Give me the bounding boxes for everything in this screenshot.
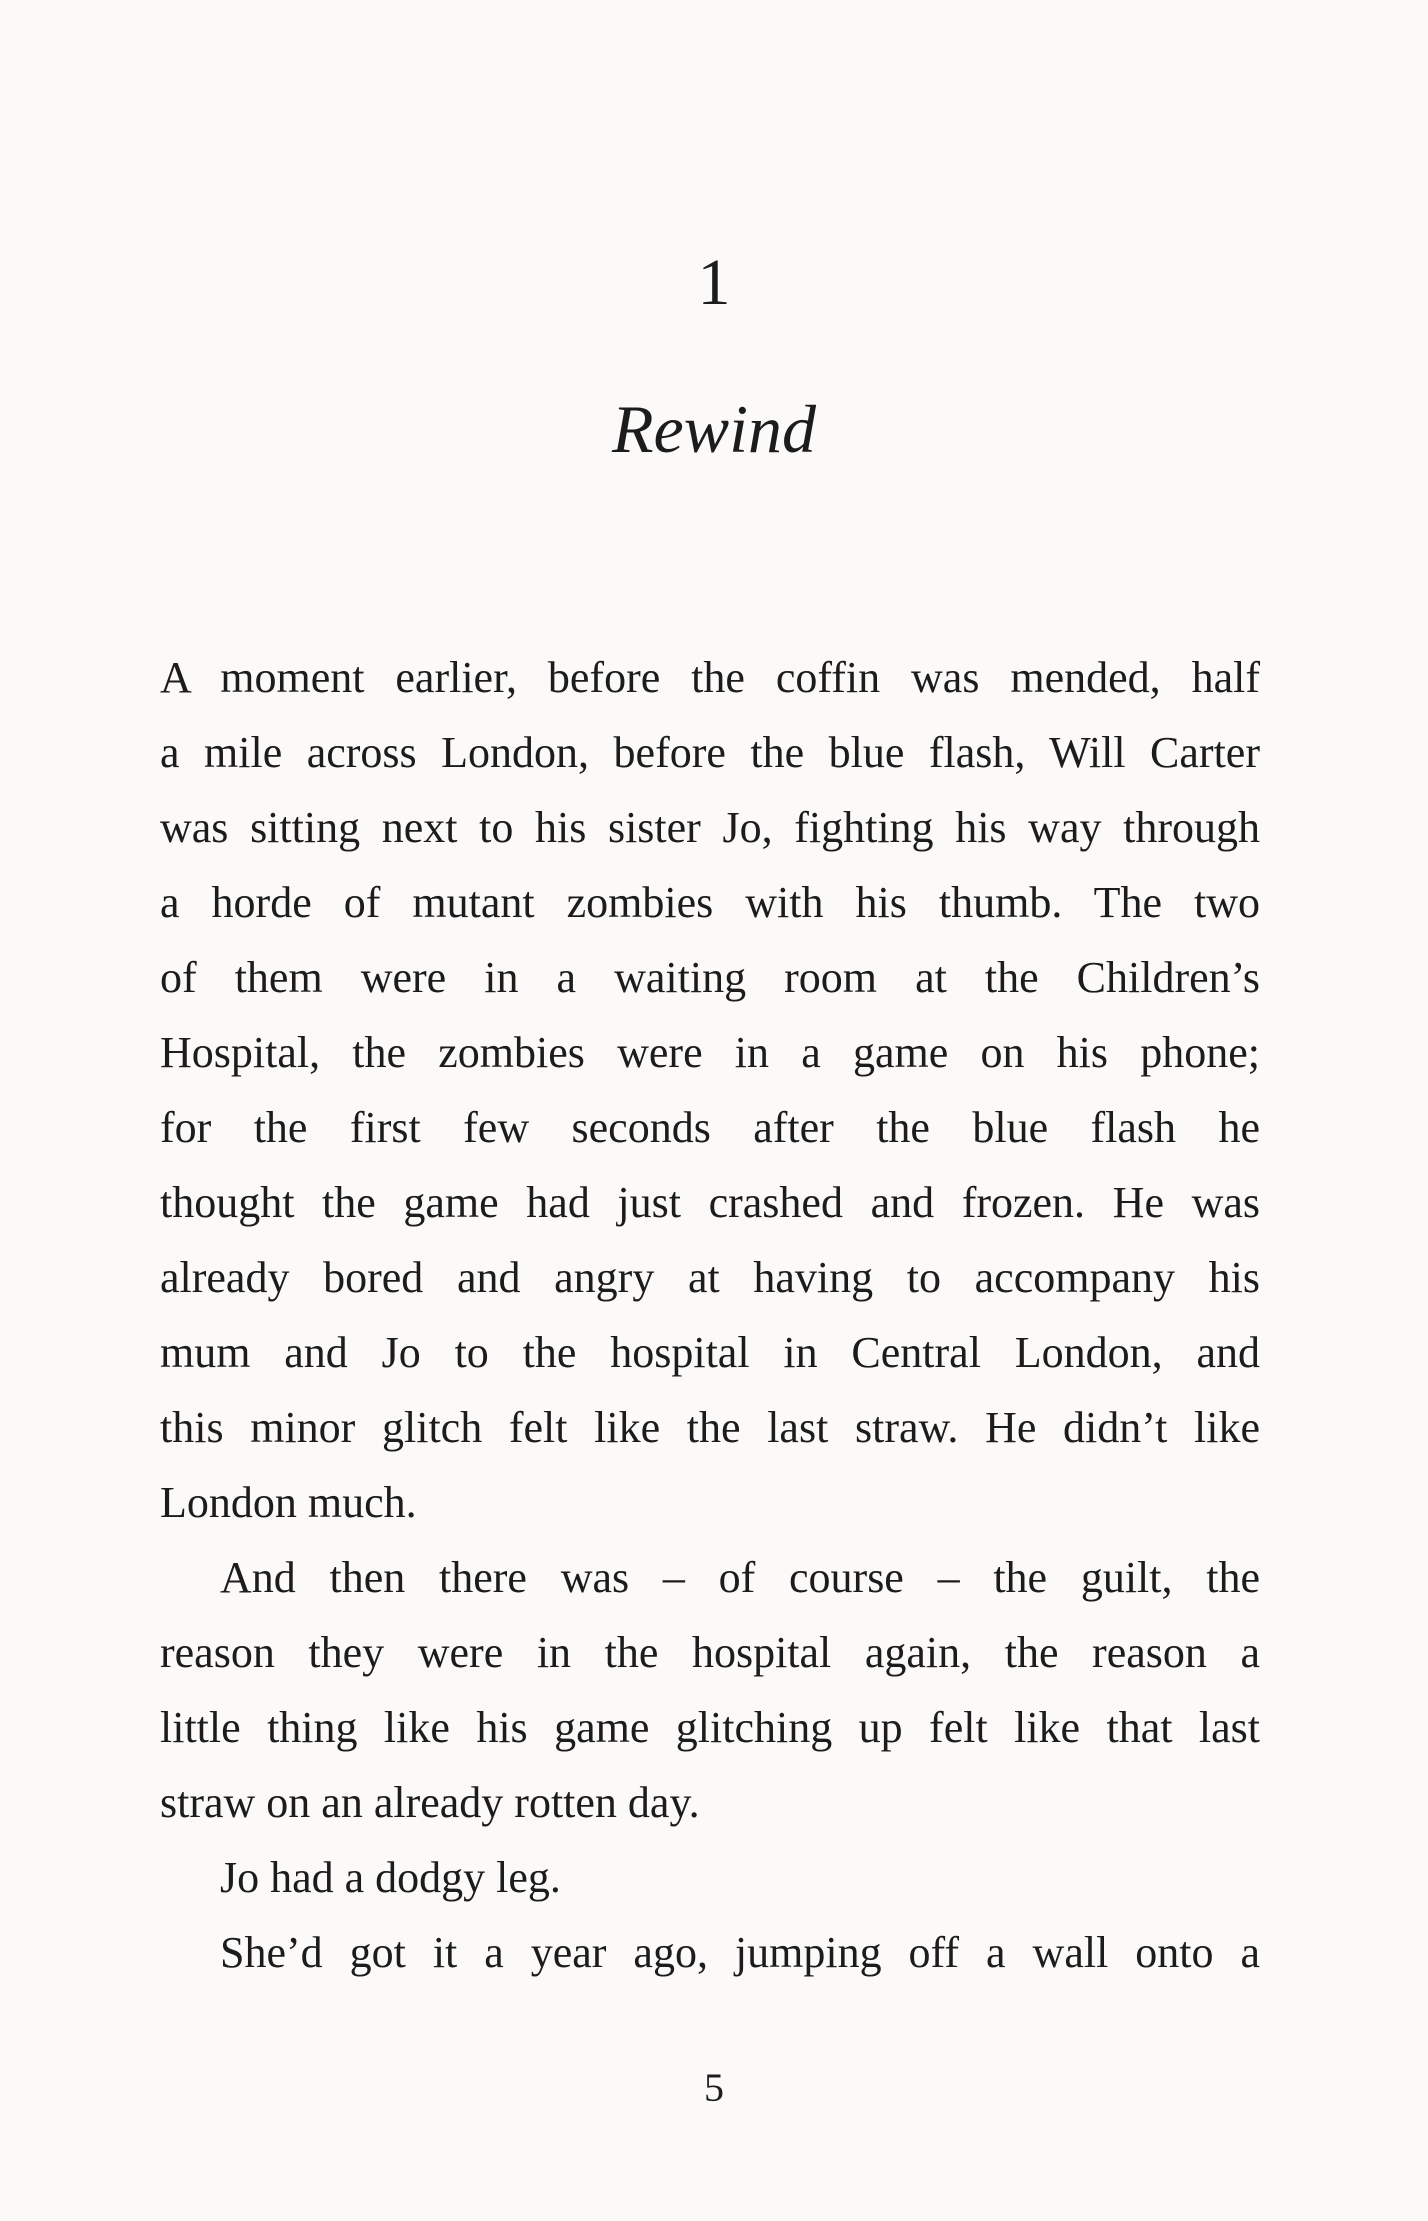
text-line: this minor glitch felt like the last straw. He didn’t like	[160, 1403, 1260, 1452]
text-line: was sitting next to his sister Jo, fighting his way through	[160, 803, 1260, 852]
text-line: And then there was – of course – the guilt, the	[220, 1553, 1260, 1602]
text-line: Hospital, the zombies were in a game on his phone;	[160, 1028, 1260, 1077]
text-line: a horde of mutant zombies with his thumb. The two	[160, 878, 1260, 927]
text-line: for the first few seconds after the blue flash he	[160, 1103, 1260, 1152]
chapter-number: 1	[697, 246, 731, 319]
page-number: 5	[704, 2065, 724, 2110]
text-line: already bored and angry at having to accompany his	[160, 1253, 1260, 1302]
text-line: reason they were in the hospital again, the reason a	[160, 1628, 1260, 1677]
text-line: thought the game had just crashed and frozen. He was	[160, 1178, 1260, 1227]
chapter-title: Rewind	[612, 391, 816, 467]
text-line: mum and Jo to the hospital in Central London, and	[160, 1328, 1260, 1377]
text-line: She’d got it a year ago, jumping off a wall onto a	[220, 1928, 1260, 1977]
text-line: Jo had a dodgy leg.	[220, 1853, 561, 1902]
text-line: London much.	[160, 1478, 417, 1527]
text-line: little thing like his game glitching up felt like that last	[160, 1703, 1260, 1752]
text-line: of them were in a waiting room at the Children’s	[160, 953, 1260, 1002]
text-line: a mile across London, before the blue flash, Will Carter	[160, 728, 1260, 777]
body-text	[160, 640, 1260, 1990]
text-line: straw on an already rotten day.	[160, 1778, 700, 1827]
text-line: A moment earlier, before the coffin was mended, half	[160, 653, 1260, 702]
